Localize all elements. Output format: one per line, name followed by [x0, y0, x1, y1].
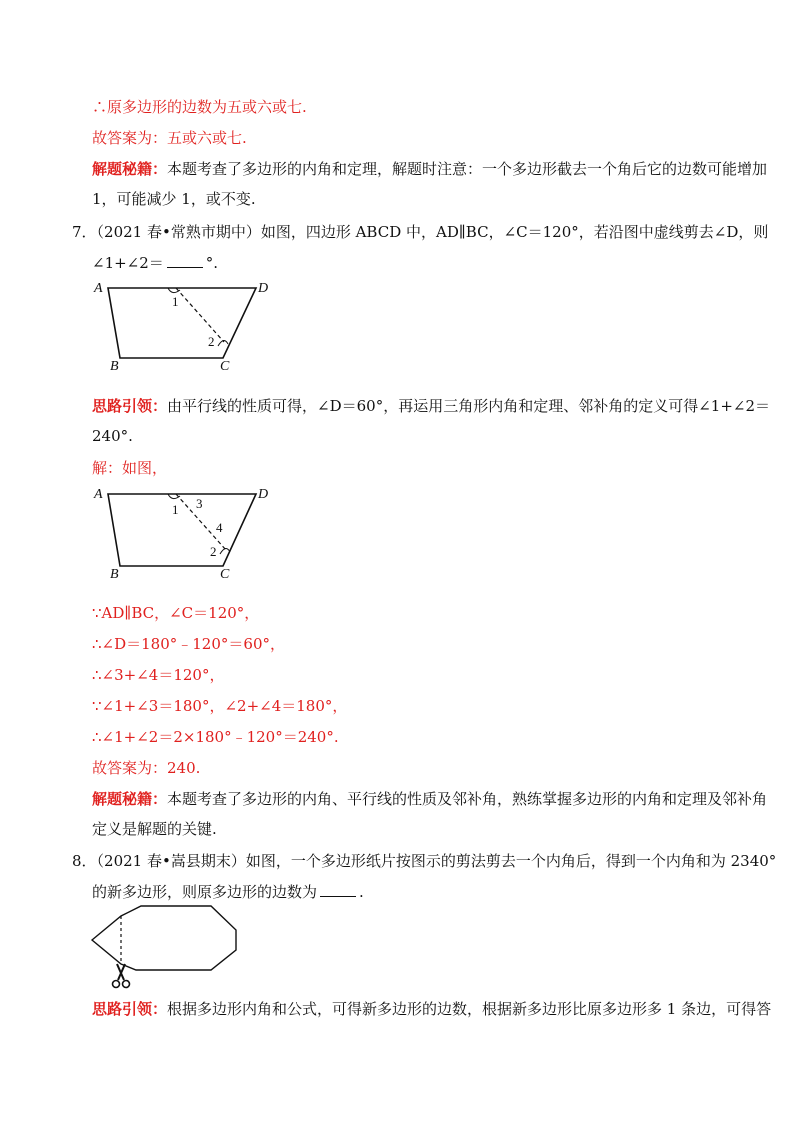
- polygon-shape: [92, 906, 236, 970]
- quadrilateral-figure-2: [88, 482, 278, 582]
- tip-7-text: 本题考查了多边形的内角、平行线的性质及邻补角，熟练掌握多边形的内角和定理及邻补角: [167, 790, 768, 808]
- polygon-cut-figure: [86, 900, 256, 992]
- question-7-degree: °.: [205, 254, 219, 272]
- scissors-icon: [113, 964, 130, 988]
- vertex-a-label: A: [94, 281, 103, 296]
- solution-step-5: ∴∠1+∠2＝2×180°﹣120°＝240°.: [92, 728, 339, 746]
- vertex-c-label: C: [220, 359, 230, 372]
- angle-2-label: 2: [208, 334, 215, 349]
- conclusion-line: ∴原多边形的边数为五或六或七.: [92, 98, 307, 116]
- answer-blank: [167, 253, 203, 268]
- hint-7-label: 思路引领：: [92, 397, 168, 415]
- vertex-b-label: B: [110, 567, 119, 582]
- angle-1-label: 1: [172, 294, 179, 309]
- answer-line: 故答案为：五或六或七.: [92, 129, 247, 147]
- vertex-d-label: D: [258, 281, 269, 296]
- tip-line: [92, 159, 767, 179]
- angle-1-label: 1: [172, 502, 179, 517]
- hint-7-line: [92, 396, 770, 416]
- tip-label: 解题秘籍：: [92, 160, 168, 178]
- tip-7-continuation: 定义是解题的关键.: [92, 820, 217, 838]
- solution-step-1: ∵AD∥BC，∠C＝120°，: [92, 604, 260, 622]
- question-8-line-2: [92, 882, 364, 902]
- tip-7-label: 解题秘籍：: [92, 790, 168, 808]
- hint-8-text: 根据多边形内角和公式，可得新多边形的边数，根据新多边形比原多边形多 1 条边，可得答: [167, 1000, 772, 1018]
- hint-8-label: 思路引领：: [92, 1000, 168, 1018]
- answer-7-line: 故答案为：240.: [92, 759, 201, 777]
- quadrilateral-shape: [108, 494, 256, 566]
- vertex-d-label: D: [258, 487, 269, 502]
- question-7-line-2: [92, 253, 218, 273]
- vertex-c-label: C: [220, 567, 230, 582]
- angle-2-label: 2: [210, 544, 217, 559]
- question-7-line-1: 7．（2021 春•常熟市期中）如图，四边形 ABCD 中，AD∥BC，∠C＝120°，若沿图中虚线剪去∠D，则: [72, 223, 769, 241]
- question-8-period: .: [359, 883, 364, 901]
- question-7-expression: ∠1+∠2＝: [92, 254, 164, 272]
- answer-blank: [320, 882, 356, 897]
- quadrilateral-shape: [108, 288, 256, 358]
- hint-7-continuation: 240°.: [92, 427, 133, 445]
- question-8-text: 的新多边形，则原多边形的边数为: [92, 883, 318, 901]
- vertex-b-label: B: [110, 359, 119, 372]
- tip-text: 本题考查了多边形的内角和定理，解题时注意：一个多边形截去一个角后它的边数可能增加: [167, 160, 768, 178]
- hint-7-text: 由平行线的性质可得，∠D＝60°，再运用三角形内角和定理、邻补角的定义可得∠1+∠2＝: [167, 397, 770, 415]
- tip-continuation: 1，可能减少 1，或不变.: [92, 190, 256, 208]
- quadrilateral-figure-1: [88, 276, 278, 372]
- angle-3-label: 3: [196, 496, 203, 511]
- angle-4-label: 4: [216, 520, 223, 535]
- question-8-line-1: 8．（2021 春•嵩县期末）如图，一个多边形纸片按图示的剪法剪去一个内角后，得到一个内角和为 2340°: [72, 852, 777, 870]
- solution-step-4: ∵∠1+∠3＝180°，∠2+∠4＝180°，: [92, 697, 348, 715]
- hint-8-line: [92, 999, 771, 1019]
- vertex-a-label: A: [94, 487, 103, 502]
- solution-7-intro: 解：如图，: [92, 459, 168, 477]
- tip-7-line: [92, 789, 767, 809]
- solution-step-2: ∴∠D＝180°﹣120°＝60°，: [92, 635, 285, 653]
- cut-line: [176, 288, 224, 342]
- solution-step-3: ∴∠3+∠4＝120°，: [92, 666, 225, 684]
